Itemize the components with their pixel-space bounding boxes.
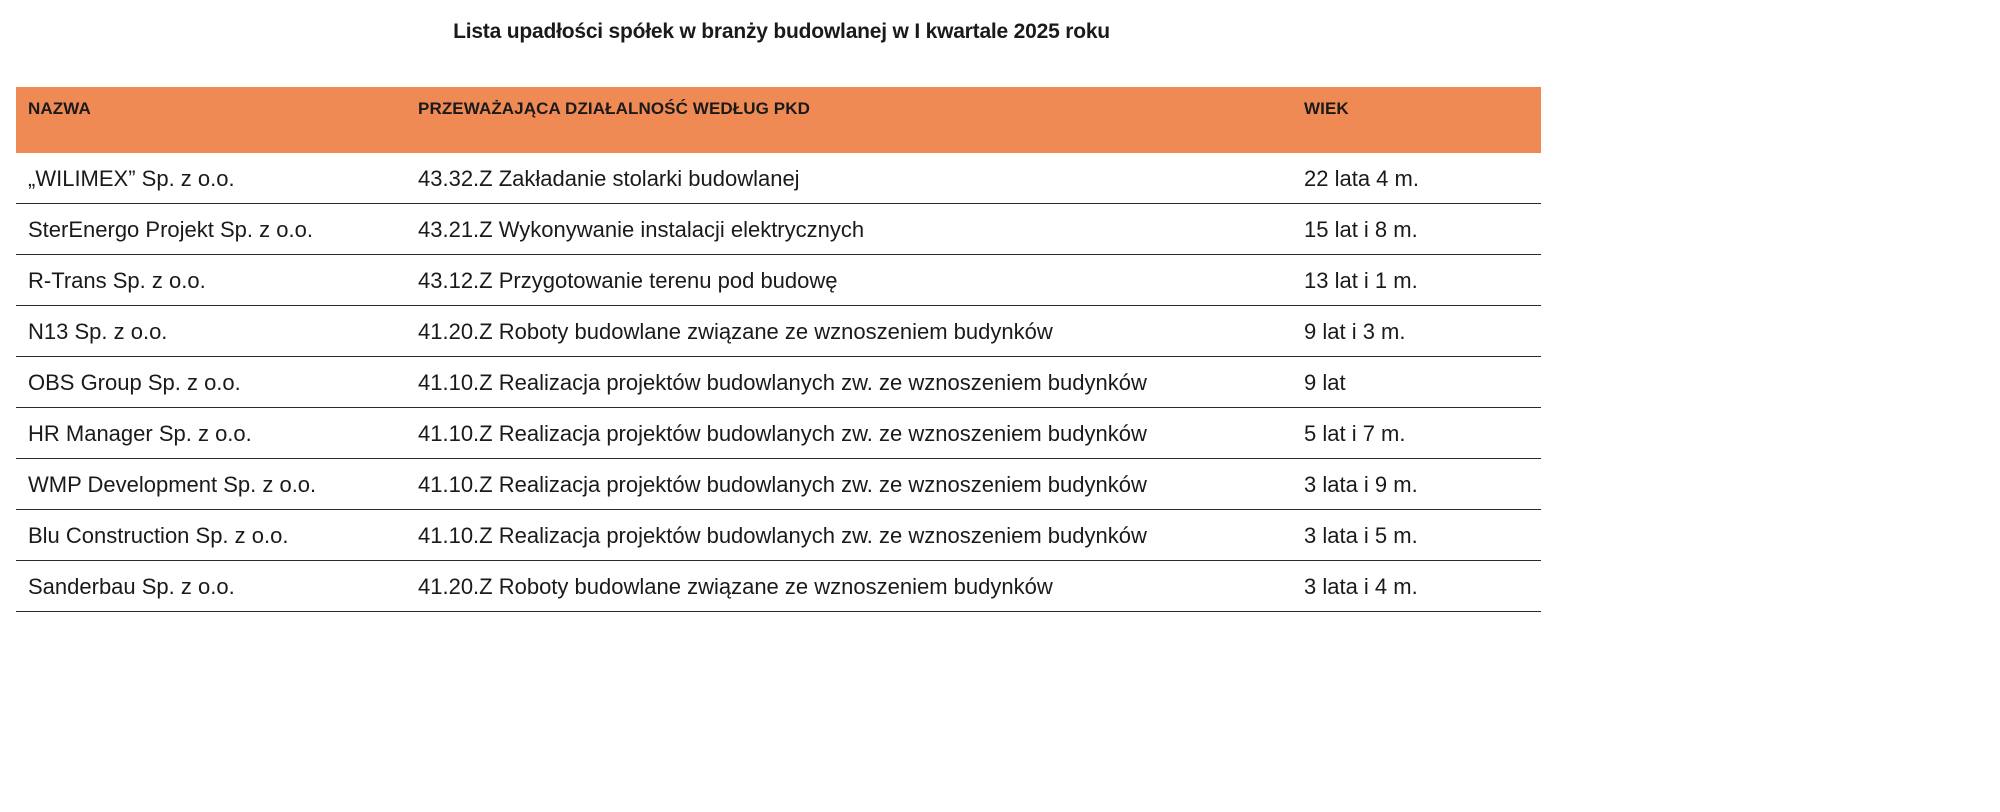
- pkd-activity: 41.10.Z Realizacja projektów budowlanych zw. ze wznoszeniem budynków: [418, 421, 1147, 446]
- company-name: R-Trans Sp. z o.o.: [28, 268, 206, 293]
- table-row: [16, 204, 1541, 255]
- table-row: [16, 510, 1541, 561]
- company-age: 9 lat: [1304, 370, 1346, 395]
- company-age: 3 lata i 9 m.: [1304, 472, 1418, 497]
- header-age: WIEK: [1304, 99, 1349, 118]
- company-name: „WILIMEX” Sp. z o.o.: [28, 166, 235, 191]
- table-row: [16, 357, 1541, 408]
- table-title: Lista upadłości spółek w branży budowlanej w I kwartale 2025 roku: [453, 20, 1110, 43]
- pkd-activity: 41.10.Z Realizacja projektów budowlanych zw. ze wznoszeniem budynków: [418, 523, 1147, 548]
- bankruptcy-table: [16, 87, 1541, 612]
- pkd-activity: 43.32.Z Zakładanie stolarki budowlanej: [418, 166, 800, 191]
- header-name: NAZWA: [28, 99, 91, 118]
- company-name: HR Manager Sp. z o.o.: [28, 421, 252, 446]
- company-age: 3 lata i 5 m.: [1304, 523, 1418, 548]
- company-age: 3 lata i 4 m.: [1304, 574, 1418, 599]
- table-header: [16, 87, 1541, 153]
- company-name: SterEnergo Projekt Sp. z o.o.: [28, 217, 313, 242]
- company-age: 22 lata 4 m.: [1304, 166, 1419, 191]
- table-row: [16, 255, 1541, 306]
- company-name: Sanderbau Sp. z o.o.: [28, 574, 235, 599]
- company-name: Blu Construction Sp. z o.o.: [28, 523, 289, 548]
- pkd-activity: 41.20.Z Roboty budowlane związane ze wznoszeniem budynków: [418, 319, 1053, 344]
- company-age: 5 lat i 7 m.: [1304, 421, 1406, 446]
- company-age: 9 lat i 3 m.: [1304, 319, 1406, 344]
- pkd-activity: 41.10.Z Realizacja projektów budowlanych zw. ze wznoszeniem budynków: [418, 370, 1147, 395]
- table-row: [16, 459, 1541, 510]
- table-row: [16, 153, 1541, 204]
- pkd-activity: 41.10.Z Realizacja projektów budowlanych zw. ze wznoszeniem budynków: [418, 472, 1147, 497]
- company-name: N13 Sp. z o.o.: [28, 319, 168, 344]
- pkd-activity: 43.21.Z Wykonywanie instalacji elektrycznych: [418, 217, 865, 242]
- table-row: [16, 408, 1541, 459]
- company-name: OBS Group Sp. z o.o.: [28, 370, 241, 395]
- company-age: 13 lat i 1 m.: [1304, 268, 1418, 293]
- table-row: [16, 306, 1541, 357]
- company-age: 15 lat i 8 m.: [1304, 217, 1418, 242]
- pkd-activity: 43.12.Z Przygotowanie terenu pod budowę: [418, 268, 838, 293]
- table-row: [16, 561, 1541, 612]
- header-pkd: PRZEWAŻAJĄCA DZIAŁALNOŚĆ WEDŁUG PKD: [418, 99, 810, 118]
- company-name: WMP Development Sp. z o.o.: [28, 472, 317, 497]
- pkd-activity: 41.20.Z Roboty budowlane związane ze wznoszeniem budynków: [418, 574, 1053, 599]
